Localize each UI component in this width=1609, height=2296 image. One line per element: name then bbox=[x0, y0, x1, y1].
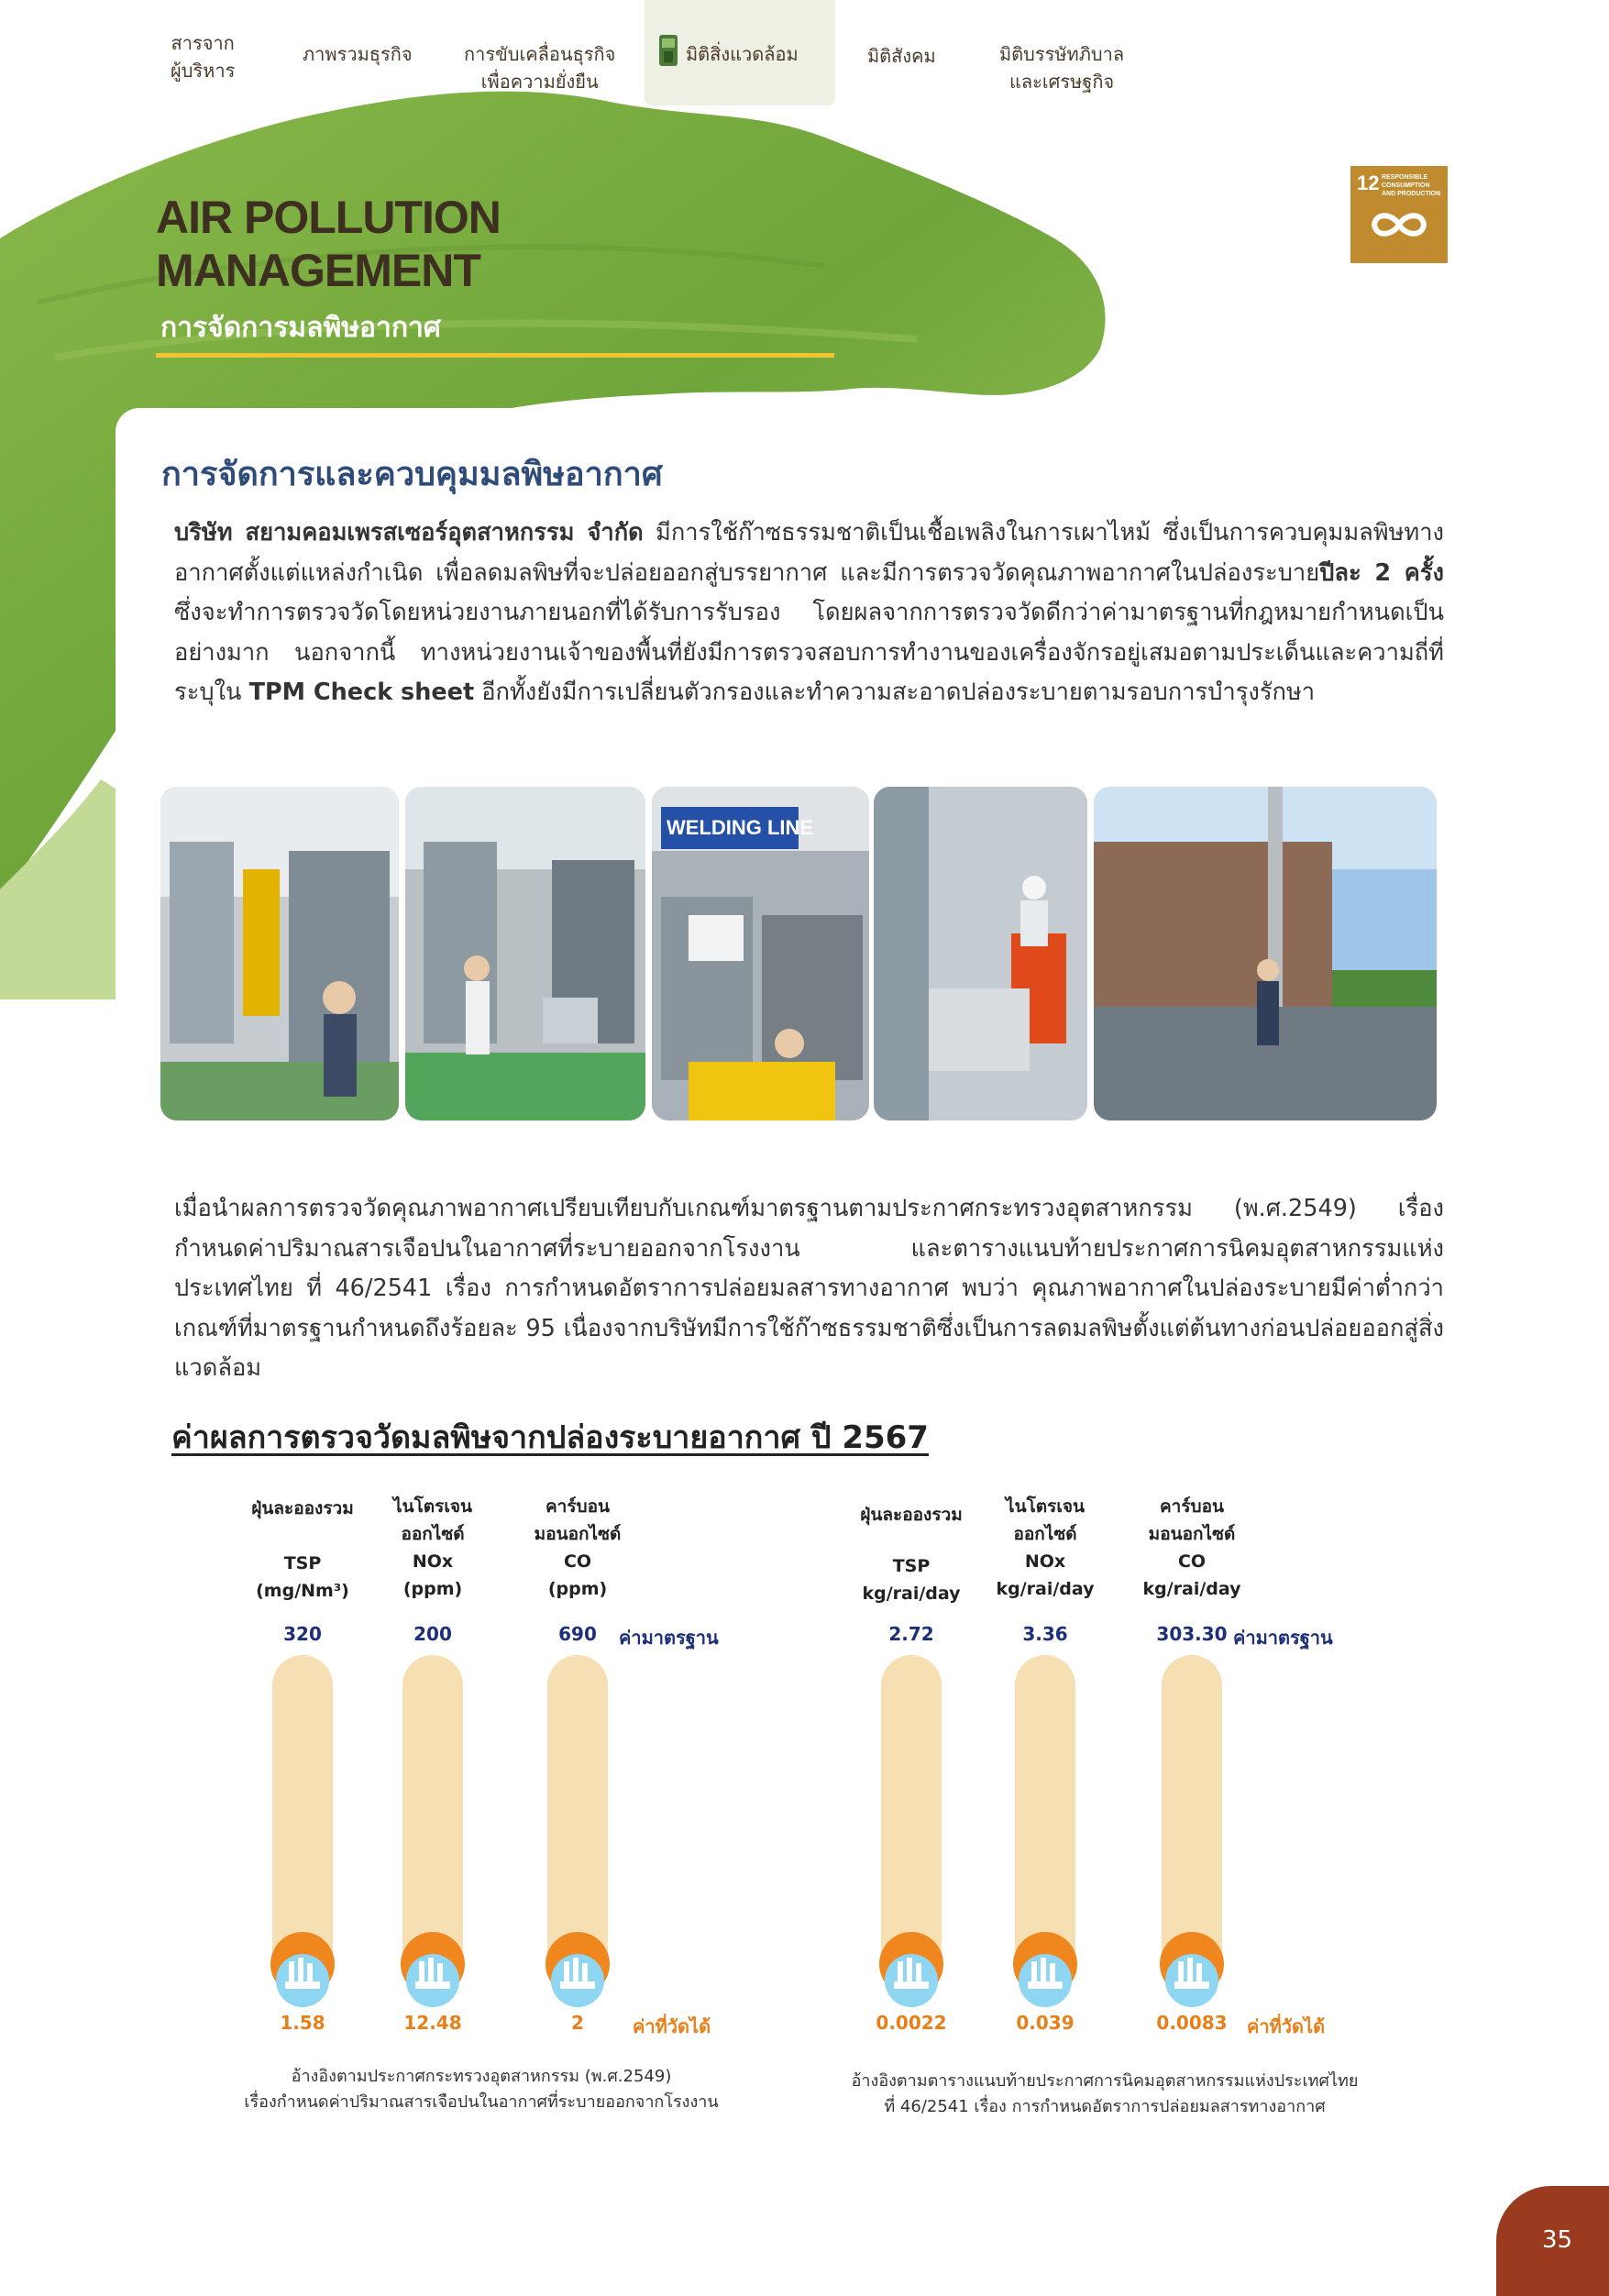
note-line: เรื่องกำหนดค่าปริมาณสารเจือปนในอากาศที่ระบายออกจากโรงงาน bbox=[244, 2092, 719, 2112]
chart-label-th2: ออกไซด์ bbox=[1013, 1524, 1077, 1544]
chart-label-unit: kg/rai/day bbox=[1142, 1579, 1241, 1599]
nav-label: ภาพรวมธุรกิจ bbox=[303, 43, 413, 65]
page-title-english bbox=[156, 191, 501, 297]
measured-value: 0.0083 bbox=[1156, 2012, 1228, 2034]
note-line: ที่ 46/2541 เรื่อง การกำหนดอัตราการปล่อยมลสารทางอากาศ bbox=[884, 2097, 1326, 2116]
factory-icon bbox=[551, 1954, 604, 2007]
standard-caption: ค่ามาตรฐาน bbox=[1233, 1627, 1333, 1649]
factory-icon bbox=[276, 1954, 329, 2007]
photo-rooftop-inspection bbox=[1094, 787, 1437, 1120]
standard-value: 690 bbox=[558, 1623, 597, 1645]
page-number: 35 bbox=[1542, 2226, 1573, 2254]
tpm-text: TPM Check sheet bbox=[248, 679, 475, 706]
chart-note-1 bbox=[220, 2064, 743, 2115]
page-title-thai: การจัดการมลพิษอากาศ bbox=[160, 312, 441, 344]
standard-value: 200 bbox=[413, 1623, 452, 1645]
chart-label-unit: kg/rai/day bbox=[996, 1579, 1095, 1599]
chart-label-code: TSP bbox=[892, 1556, 931, 1576]
compressor-icon bbox=[656, 31, 680, 70]
welding-line-sign: WELDING LINE bbox=[667, 816, 814, 839]
chart-heading: ค่าผลการตรวจวัดมลพิษจากปล่องระบายอากาศ ปี 2567 bbox=[171, 1419, 929, 1456]
chart-category-label bbox=[359, 1493, 506, 1603]
nav-label: ผู้บริหาร bbox=[171, 60, 236, 82]
chart-category-label bbox=[838, 1501, 985, 1607]
nav-label: การขับเคลื่อนธุรกิจ bbox=[464, 43, 616, 65]
chart-label-th1: คาร์บอน bbox=[545, 1496, 611, 1517]
measured-value: 2 bbox=[571, 2012, 584, 2034]
standard-value: 3.36 bbox=[1022, 1623, 1068, 1645]
nav-label: สารจาก bbox=[171, 32, 235, 54]
chart-category-label bbox=[504, 1493, 651, 1603]
chart-label-th1: ไนโตรเจน bbox=[393, 1496, 472, 1517]
title-underline bbox=[156, 353, 834, 358]
sdg-12-badge bbox=[1350, 166, 1448, 263]
sdg-label-line: AND PRODUCTION bbox=[1382, 191, 1441, 197]
chart-label-th2: มอนอกไซด์ bbox=[1148, 1524, 1236, 1544]
section-paragraph-1 bbox=[174, 513, 1444, 713]
chart-label-code: TSP bbox=[283, 1553, 322, 1573]
chart-label-unit: (mg/Nm³) bbox=[256, 1581, 349, 1601]
paragraph-text: ซึ่งจะทำการตรวจวัดโดยหน่วยงานภายนอกที่ได้รับการรับรอง โดยผลจากการตรวจวัดดีกว่าค่ามาตรฐานที่กฎหมายกำหนดเป็นอย่างมาก นอกจากนี้ ทางหน่วยงานเจ้าของพื้นที่ยังมีการตรวจสอบการทำงานของเครื่องจักรอยู่เสมอตามประเด็นและความถี่ที่ระบุใน bbox=[174, 599, 1444, 706]
chart-label-th2: มอนอกไซด์ bbox=[534, 1524, 622, 1544]
standard-value: 2.72 bbox=[888, 1623, 934, 1645]
measured-value: 1.58 bbox=[280, 2012, 325, 2034]
chart-label-code: NOx bbox=[412, 1551, 454, 1572]
measured-value: 12.48 bbox=[403, 2012, 462, 2034]
measured-value: 0.039 bbox=[1016, 2012, 1075, 2034]
nav-label: เพื่อความยั่งยืน bbox=[480, 71, 599, 93]
chart-label-th2: ออกไซด์ bbox=[401, 1524, 465, 1544]
standard-value: 320 bbox=[283, 1623, 322, 1645]
nav-label: และเศรษฐกิจ bbox=[1008, 71, 1115, 93]
nav-label: มิติบรรษัทภิบาล bbox=[999, 43, 1125, 65]
chart-category-label bbox=[229, 1495, 376, 1605]
sdg-label-line: CONSUMPTION bbox=[1382, 182, 1430, 189]
photo-welding-line bbox=[652, 787, 869, 1120]
paragraph-text: อีกทั้งยังมีการเปลี่ยนตัวกรองและทำความสะอาดปล่องระบายตามรอบการบำรุงรักษา bbox=[474, 679, 1316, 706]
factory-icon bbox=[406, 1954, 459, 2007]
chart-label-unit: (ppm) bbox=[547, 1579, 608, 1599]
chart-label-th1: ฝุ่นละอองรวม bbox=[860, 1505, 963, 1525]
chart-label-code: NOx bbox=[1024, 1551, 1066, 1572]
chart-label-th1: คาร์บอน bbox=[1159, 1496, 1225, 1517]
title-line-2: MANAGEMENT bbox=[156, 245, 480, 296]
chart-note-2 bbox=[825, 2069, 1384, 2120]
measured-caption: ค่าที่วัดได้ bbox=[633, 2015, 711, 2037]
note-line: อ้างอิงตามตารางแนบท้ายประกาศการนิคมอุตสาหกรรมแห่งประเทศไทย bbox=[851, 2071, 1359, 2091]
note-line: อ้างอิงตามประกาศกระทรวงอุตสาหกรรม (พ.ศ.2549) bbox=[291, 2067, 672, 2086]
chart-label-th1: ไนโตรเจน bbox=[1006, 1496, 1085, 1517]
chart-label-th1: ฝุ่นละอองรวม bbox=[251, 1498, 354, 1518]
sdg-label bbox=[1382, 173, 1440, 198]
measured-caption: ค่าที่วัดได้ bbox=[1247, 2015, 1326, 2037]
nav-item-executive-message[interactable] bbox=[171, 29, 235, 84]
top-navigation bbox=[0, 0, 1609, 110]
chart-label-code: CO bbox=[1177, 1551, 1207, 1572]
factory-icon bbox=[885, 1954, 938, 2007]
chart-category-label bbox=[972, 1493, 1119, 1603]
factory-icon bbox=[1165, 1954, 1218, 2007]
section-paragraph-2: เมื่อนำผลการตรวจวัดคุณภาพอากาศเปรียบเทียบกับเกณฑ์มาตรฐานตามประกาศกระทรวงอุตสาหกรรม (พ.ศ.2549) เรื่อง กำหนดค่าปริมาณสารเจือปนในอากาศที่ระบายออกจากโรงงาน และตารางแนบท้ายประกาศการนิคมอุตสาหกรรมแห่งประเทศไทย ที่ 46/2541 เรื่อง การกำหนดอัตราการปล่อยมลสารทางอากาศ พบว่า คุณภาพอากาศในปล่องระบายมีค่าต่ำกว่าเกณฑ์ที่มาตรฐานกำหนดถึงร้อยละ 95 เนื่องจากบริษัทมีการใช้ก๊าซธรรมชาติซึ่งเป็นการลดมลพิษตั้งแต่ต้นทางก่อนปล่อยออกสู่สิ่งแวดล้อม bbox=[174, 1195, 1444, 1382]
photo-exhaust-stack bbox=[874, 787, 1087, 1120]
company-name: บริษัท สยามคอมเพรสเซอร์อุตสาหกรรม จำกัด bbox=[174, 519, 644, 546]
factory-icon bbox=[1019, 1954, 1072, 2007]
nav-item-business-overview[interactable] bbox=[303, 40, 413, 68]
infinity-icon bbox=[1367, 206, 1431, 243]
nav-item-sustainability[interactable] bbox=[464, 40, 615, 95]
standard-value: 303.30 bbox=[1156, 1623, 1228, 1645]
nav-item-governance[interactable] bbox=[999, 40, 1124, 95]
standard-caption: ค่ามาตรฐาน bbox=[619, 1627, 719, 1649]
section-heading: การจัดการและควบคุมมลพิษอากาศ bbox=[161, 456, 663, 493]
sdg-number: 12 bbox=[1357, 171, 1380, 194]
chart-label-code: CO bbox=[563, 1551, 592, 1572]
paragraph-text: มีการใช้ก๊าซธรรมชาติเป็นเชื้อเพลิงในการเผาไหม้ ซึ่งเป็นการควบคุมมลพิษทางอากาศตั้งแต่แหล่งกำเนิด เพื่อลดมลพิษที่จะปล่อยออกสู่บรรยากาศ และมีการตรวจวัดคุณภาพอากาศในปล่องระบาย bbox=[174, 519, 1444, 587]
chart-label-unit: (ppm) bbox=[402, 1579, 463, 1599]
nav-item-social[interactable] bbox=[867, 42, 936, 70]
nav-item-environment[interactable] bbox=[686, 40, 799, 68]
title-line-1: AIR POLLUTION bbox=[156, 192, 501, 243]
photo-factory-2 bbox=[405, 787, 645, 1120]
photo-factory-1 bbox=[160, 787, 399, 1120]
measured-value: 0.0022 bbox=[876, 2012, 947, 2034]
sdg-label-line: RESPONSIBLE bbox=[1382, 174, 1428, 181]
chart-label-unit: kg/rai/day bbox=[862, 1584, 961, 1604]
chart-category-label bbox=[1119, 1493, 1265, 1603]
nav-label: มิติสังคม bbox=[867, 45, 936, 67]
nav-label: มิติสิ่งแวดล้อม bbox=[686, 43, 799, 65]
frequency-text: ปีละ 2 ครั้ง bbox=[1319, 558, 1445, 587]
